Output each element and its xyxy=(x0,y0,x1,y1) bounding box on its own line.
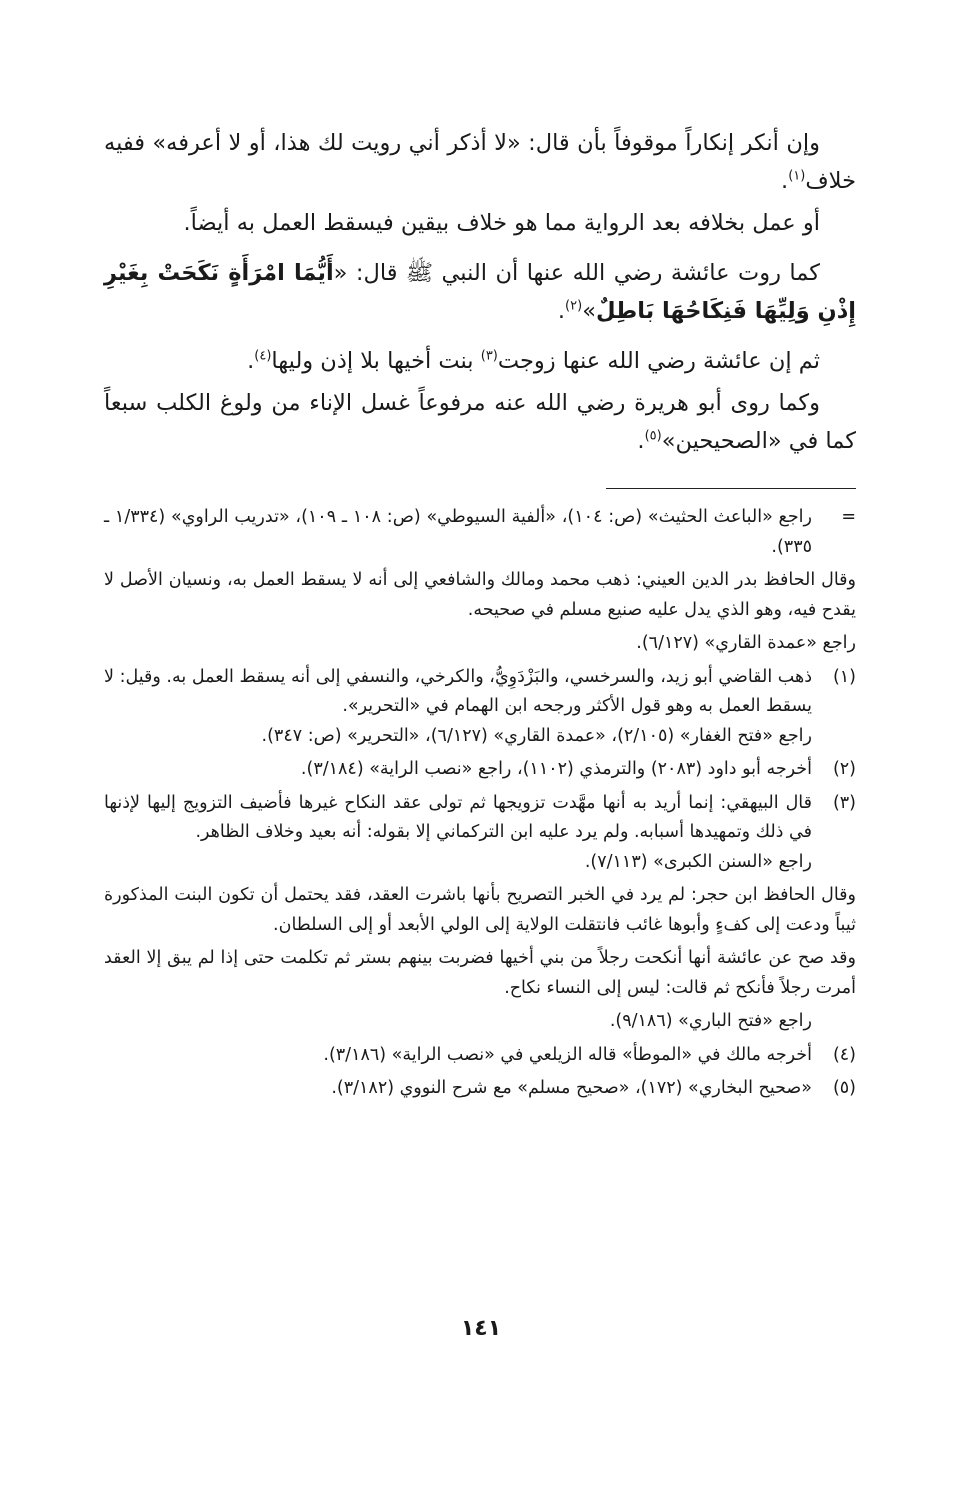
footnote-1-text: ذهب القاضي أبو زيد، والسرخسي، والبَزْدَوِيُّ، والكرخي، والنسفي إلى أنه يسقط العمل به. وقيل: لا يسقط العمل به وهو قول الأكثر ورجحه ابن الهمام في «التحرير». xyxy=(104,666,812,716)
paragraph-5: وكما روى أبو هريرة رضي الله عنه مرفوعاً غسل الإناء من ولوغ الكلب سبعاً كما في «الصحيحين»$^{(٥)}$. xyxy=(104,390,856,454)
footnote-2-text: أخرجه أبو داود (٢٠٨٣) والترمذي (١١٠٢)، راجع «نصب الراية» (٣/١٨٤). xyxy=(300,759,812,779)
paragraph-2 xyxy=(104,204,856,242)
paragraph-2-text: أو عمل بخلافه بعد الرواية مما هو خلاف بيقين فيسقط العمل به أيضاً. xyxy=(183,210,820,236)
footnote-3-number: (٣) xyxy=(832,792,856,813)
footnote-ref-3: (٣) xyxy=(480,348,498,364)
footnote-4-text: أخرجه مالك في «الموطأ» قاله الزيلعي في «نصب الراية» (٣/١٨٦). xyxy=(323,1044,812,1065)
footnote-5-text: «صحيح البخاري» (١٧٢)، «صحيح مسلم» مع شرح النووي (٣/١٨٢). xyxy=(331,1078,812,1098)
paragraph-1-text: وإن أنكر إنكاراً موقوفاً بأن قال: «لا أذكر أني رويت لك هذا، أو لا أعرفه» ففيه خلاف xyxy=(104,130,856,194)
paragraph-4-text-b: بنت أخيها بلا إذن وليها xyxy=(271,348,481,374)
footnote-4 xyxy=(104,1041,856,1071)
footnote-ref-4: (٤) xyxy=(254,348,272,364)
quote-close: » xyxy=(582,298,596,324)
footnotes xyxy=(104,503,856,1104)
footnote-continued-quote: وقال الحافظ بدر الدين العيني: ذهب محمد ومالك والشافعي إلى أنه لا يسقط العمل به، ونسيان الأصل لا يقدح فيه، وهو الذي يدل عليه صنيع مسلم في صحيحه. xyxy=(104,570,856,620)
footnote-3-text: قال البيهقي: إنما أريد به أنها مهَّدت تزويجها ثم تولى عقد النكاح غيرها فأضيف التزويج إليها لإذنها في ذلك وتمهيدها أسبابه. ولم يرد عليه ابن التركماني إلا بقوله: أنه بعيد وخلاف الظاهر. xyxy=(104,792,812,842)
footnote-5 xyxy=(104,1074,856,1104)
footnote-4-number: (٤) xyxy=(832,1044,856,1065)
footnote-ref-2: (٢) xyxy=(565,298,583,314)
footnote-5-number: (٥) xyxy=(832,1078,856,1098)
footnote-ref-1: (١) xyxy=(788,168,806,184)
paragraph-4-text-a: ثم إن عائشة رضي الله عنها زوجت xyxy=(497,348,820,374)
footnote-3-body xyxy=(104,789,812,878)
footnote-continued-text: راجع «الباعث الحثيث» (ص: ١٠٤)، «ألفية السيوطي» (ص: ١٠٨ ـ ١٠٩)، «تدريب الراوي» (١/٣٣٤ ـ ٣٣٥). xyxy=(104,507,812,557)
footnote-3 xyxy=(104,789,856,878)
footnote-separator xyxy=(606,488,856,489)
hadith-text: أَيُّمَا امْرَأَةٍ نَكَحَتْ بِغَيْرِ إِذْنِ وَلِيِّهَا فَنِكَاحُهَا بَاطِلٌ xyxy=(104,260,856,324)
page-body xyxy=(104,124,856,1108)
footnote-2-number: (٢) xyxy=(832,759,856,779)
footnote-2 xyxy=(104,755,856,785)
footnote-1-number: (١) xyxy=(832,666,856,687)
page-number: ١٤١ xyxy=(460,1316,502,1341)
footnote-3-aisha: وقد صح عن عائشة أنها أنكحت رجلاً من بني أخيها فضربت بينهم بستر ثم تكلمت حتى إذا لم يبق إلا العقد أمرت رجلاً فأنكح ثم قالت: ليس إلى النساء نكاح. xyxy=(104,948,856,998)
footnote-3-fath-ref: راجع «فتح الباري» (٩/١٨٦). xyxy=(609,1011,812,1031)
footnote-1-ref: راجع «فتح الغفار» (٢/١٠٥)، «عمدة القاري» (٦/١٢٧)، «التحرير» (ص: ٣٤٧). xyxy=(261,725,812,746)
footnote-continued-ref: راجع «عمدة القاري» (٦/١٢٧). xyxy=(636,633,856,653)
paragraph-4: ثم إن عائشة رضي الله عنها زوجت$^{(٣)}$ بنت أخيها بلا إذن وليها$^{(٤)}$. xyxy=(247,348,820,374)
main-text xyxy=(104,124,856,460)
footnote-ref-5: (٥) xyxy=(644,428,662,444)
continuation-marker: = xyxy=(841,507,856,527)
footnote-continued xyxy=(104,503,856,562)
paragraph-5-text: وكما روى أبو هريرة رضي الله عنه مرفوعاً غسل الإناء من ولوغ الكلب سبعاً كما في «الصحيحين» xyxy=(104,390,856,454)
footnote-3-ibn-hajar: وقال الحافظ ابن حجر: لم يرد في الخبر التصريح بأنها باشرت العقد، فقد يحتمل أن تكون البنت المذكورة ثيباً ودعت إلى كفءٍ وأبوها غائب فانتقلت الولاية إلى الولي الأبعد أو إلى السلطان. xyxy=(104,885,856,935)
footnote-1 xyxy=(104,663,856,752)
paragraph-3-intro: كما روت عائشة رضي الله عنها أن النبي ﷺ قال: « xyxy=(333,260,820,286)
paragraph-3: كما روت عائشة رضي الله عنها أن النبي ﷺ قال: «أَيُّمَا امْرَأَةٍ نَكَحَتْ بِغَيْرِ إِذْنِ وَلِيِّهَا فَنِكَاحُهَا بَاطِلٌ»$^{(٢)}$. xyxy=(104,260,856,324)
footnote-1-body xyxy=(104,663,812,752)
paragraph-1: وإن أنكر إنكاراً موقوفاً بأن قال: «لا أذكر أني رويت لك هذا، أو لا أعرفه» ففيه خلاف$^{(١)}$. xyxy=(104,130,856,194)
footnote-3-ref: راجع «السنن الكبرى» (٧/١١٣). xyxy=(584,851,812,872)
